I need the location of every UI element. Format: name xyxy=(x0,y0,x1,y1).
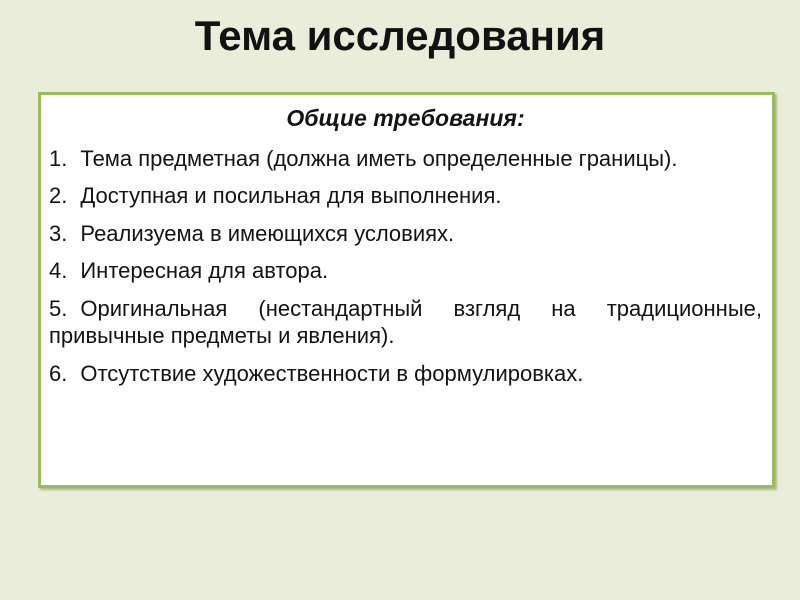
page-title: Тема исследования xyxy=(194,12,606,59)
item-number: 3. xyxy=(49,220,68,246)
requirement-item-2 xyxy=(49,182,762,210)
requirement-item-3 xyxy=(49,220,762,248)
item-number: 2. xyxy=(49,183,68,209)
requirements-box xyxy=(38,92,775,488)
item-number: 1. xyxy=(49,145,68,171)
requirement-item-5 xyxy=(49,295,762,350)
requirement-item-6 xyxy=(49,360,762,388)
item-number: 5. xyxy=(49,295,68,321)
box-heading: Общие требования: xyxy=(286,105,525,131)
item-number: 4. xyxy=(49,258,68,284)
item-number: 6. xyxy=(49,360,68,386)
item-text: Оригинальная (нестандартный взгляд на традиционные, привычные предметы и явления). xyxy=(49,295,762,349)
requirement-item-1 xyxy=(49,145,762,173)
item-text: Доступная и посильная для выполнения. xyxy=(80,183,502,209)
item-text: Тема предметная (должна иметь определенные границы). xyxy=(80,145,678,171)
item-text: Отсутствие художественности в формулировках. xyxy=(80,360,584,386)
item-text: Реализуема в имеющихся условиях. xyxy=(80,220,455,246)
item-text: Интересная для автора. xyxy=(80,258,329,284)
requirement-item-4 xyxy=(49,257,762,285)
